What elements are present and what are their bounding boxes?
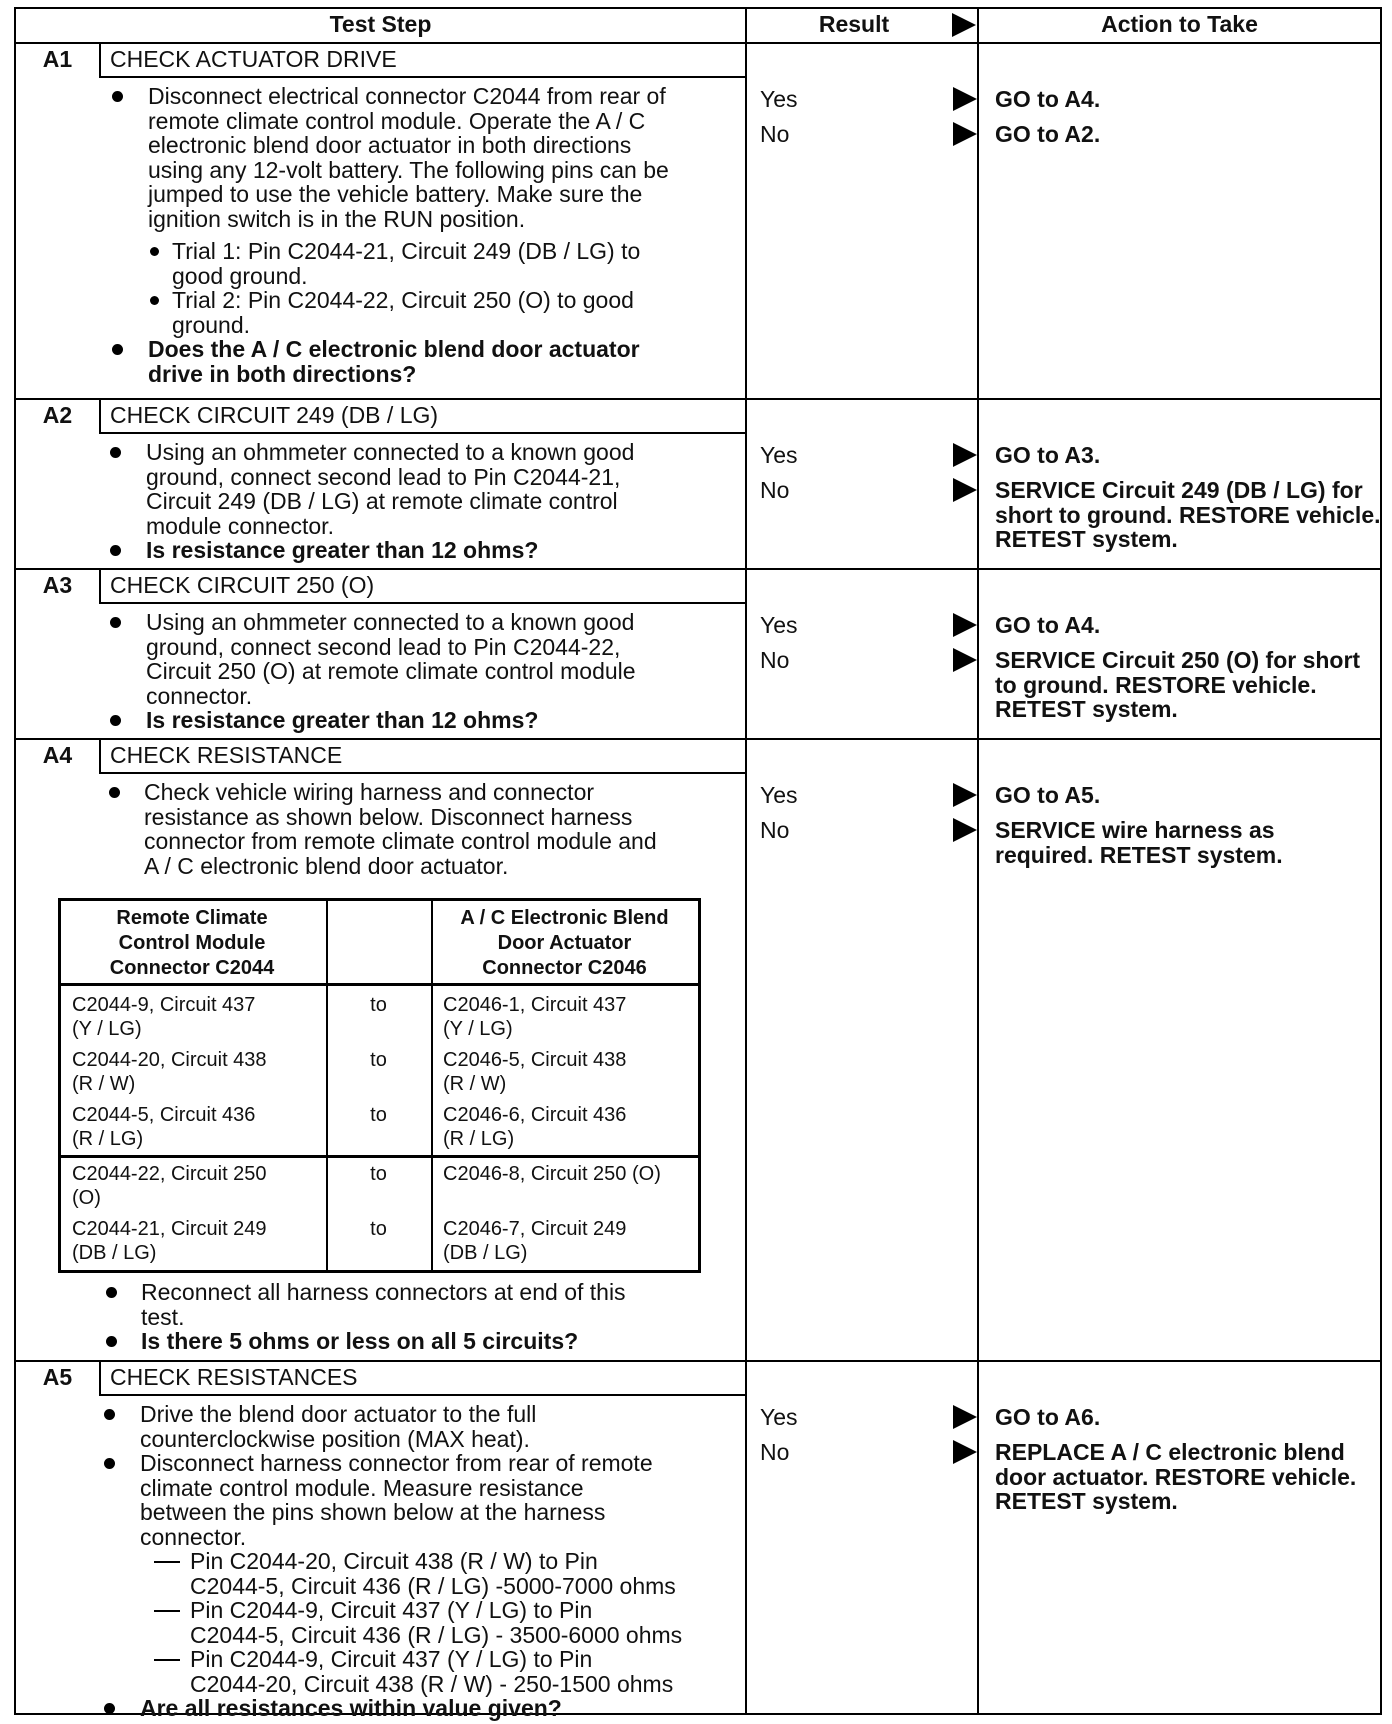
step-title: CHECK RESISTANCE [110,742,343,768]
step-id: A1 [42,46,73,72]
trial-text: Trial 1: Pin C2044-21, Circuit 249 (DB / LG) to [172,238,641,264]
inner-table-cell-right: (DB / LG) [443,1242,528,1264]
instruction-text: electronic blend door actuator in both directions [148,132,632,158]
instruction-text: ground, connect second lead to Pin C2044-21, [146,463,621,490]
action-no: RETEST system. [995,1488,1178,1514]
instruction-text: connector. [140,1523,247,1550]
action-yes: GO to A3. [995,442,1101,468]
step-id-divider [99,738,101,774]
inner-table-head-left: Connector C2044 [109,957,275,979]
step-id: A4 [42,742,73,768]
inner-table-cell-right: C2046-1, Circuit 437 [443,994,627,1016]
action-no: RETEST system. [995,696,1178,722]
step-id-divider [99,1360,101,1396]
instruction-text: between the pins shown below at the harness [140,1499,606,1525]
result-yes: Yes [760,442,798,468]
header-arrow-icon [952,13,976,37]
inner-table-cell-right: (Y / LG) [443,1018,513,1040]
action-no: SERVICE Circuit 249 (DB / LG) for [995,477,1363,503]
inner-table-head-right: Door Actuator [497,932,632,954]
bullet-icon [109,787,120,798]
result-no: No [760,121,790,147]
step-title-underline [99,76,745,78]
action-no: SERVICE Circuit 250 (O) for short [995,647,1361,673]
bullet-icon [104,1409,115,1420]
instruction-text: jumped to use the vehicle battery. Make sure the [148,181,643,207]
result-no: No [760,1439,790,1465]
table-border-right [1380,7,1382,1715]
inner-table-cell-right: C2046-8, Circuit 250 (O) [443,1163,661,1185]
step-title-underline [99,772,745,774]
instruction-text: test. [141,1303,185,1330]
bullet-icon [110,545,121,556]
measurement-text: Pin C2044-20, Circuit 438 (R / W) to Pin [190,1548,598,1574]
header-divider [14,42,1382,44]
inner-table-cell-right: (R / LG) [443,1128,515,1150]
trial-text: Trial 2: Pin C2044-22, Circuit 250 (O) to good [172,287,634,313]
bullet-icon [106,1287,117,1298]
instruction-text: Reconnect all harness connectors at end of this [141,1279,626,1305]
inner-table-head-right: A / C Electronic Blend [460,907,669,929]
result-arrow-icon [953,87,977,111]
inner-table-head-right: Connector C2046 [482,957,647,979]
bullet-icon [112,91,123,102]
sub-bullet-icon [150,247,159,256]
inner-table-cell-left: C2044-20, Circuit 438 [72,1049,267,1071]
inner-table-cell-left: C2044-21, Circuit 249 [72,1218,267,1240]
question-text: Are all resistances within value given? [140,1695,562,1721]
instruction-text: Using an ohmmeter connected to a known good [146,439,635,465]
question-text: Does the A / C electronic blend door actuator [148,336,640,362]
inner-table-border-bottom [58,1270,701,1273]
bullet-icon [110,715,121,726]
inner-table-cell-mid: to [370,1163,387,1185]
column-divider-1 [745,7,747,1715]
question-text: Is resistance greater than 12 ohms? [146,537,539,563]
inner-table-cell-left: (O) [72,1187,101,1209]
action-no: door actuator. RESTORE vehicle. [995,1463,1357,1490]
inner-table-group-divider [58,1155,698,1158]
header-result: Result [818,11,890,37]
instruction-text: Using an ohmmeter connected to a known good [146,609,635,635]
result-arrow-icon [953,443,977,467]
measurement-text: Pin C2044-9, Circuit 437 (Y / LG) to Pin [190,1597,593,1623]
inner-table-cell-mid: to [370,994,387,1016]
step-id: A2 [42,402,73,428]
step-title-underline [99,432,745,434]
step-id-divider [99,568,101,604]
measurement-text: Pin C2044-9, Circuit 437 (Y / LG) to Pin [190,1646,593,1672]
step-id-divider [99,42,101,78]
action-yes: GO to A4. [995,86,1101,112]
inner-table-head-left: Control Module [118,932,266,954]
result-no: No [760,817,790,843]
instruction-text: counterclockwise position (MAX heat). [140,1425,530,1452]
instruction-text: remote climate control module. Operate the A / C [148,107,646,134]
inner-table-cell-left: (R / LG) [72,1128,144,1150]
bullet-icon [106,1336,117,1347]
instruction-text: Disconnect harness connector from rear of remote [140,1450,653,1476]
instruction-text: ignition switch is in the RUN position. [148,205,526,232]
sub-bullet-icon [150,296,159,305]
inner-table-header-divider [58,983,698,986]
step-title: CHECK CIRCUIT 250 (O) [110,572,375,598]
inner-table-cell-left: (Y / LG) [72,1018,142,1040]
measurement-text: C2044-20, Circuit 438 (R / W) - 250-1500 ohms [190,1670,674,1697]
action-no: short to ground. RESTORE vehicle. [995,501,1381,528]
result-yes: Yes [760,782,798,808]
section-divider [14,568,1382,570]
result-yes: Yes [760,1404,798,1430]
action-no: GO to A2. [995,121,1101,147]
action-yes: GO to A5. [995,782,1101,808]
dash-icon [154,1561,180,1563]
inner-table-col-divider [326,898,328,1270]
step-title: CHECK ACTUATOR DRIVE [110,46,397,72]
inner-table-cell-mid: to [370,1218,387,1240]
inner-table-cell-left: C2044-5, Circuit 436 [72,1104,256,1126]
question-text: Is resistance greater than 12 ohms? [146,707,539,733]
instruction-text: module connector. [146,512,334,539]
section-divider [14,398,1382,400]
action-yes: GO to A6. [995,1404,1101,1430]
question-text: Is there 5 ohms or less on all 5 circuits? [141,1328,579,1354]
action-no: to ground. RESTORE vehicle. [995,671,1317,698]
section-divider [14,1360,1382,1362]
inner-table-cell-left: (DB / LG) [72,1242,157,1264]
result-arrow-icon [953,122,977,146]
instruction-text: Disconnect electrical connector C2044 from rear of [148,83,666,109]
action-no: RETEST system. [995,526,1178,552]
instruction-text: Circuit 249 (DB / LG) at remote climate control [146,488,618,514]
measurement-text: C2044-5, Circuit 436 (R / LG) -5000-7000 ohms [190,1572,676,1599]
step-title-underline [99,1394,745,1396]
action-no: REPLACE A / C electronic blend [995,1439,1345,1465]
inner-table-cell-mid: to [370,1049,387,1071]
instruction-text: climate control module. Measure resistance [140,1474,584,1501]
inner-table-cell-left: C2044-9, Circuit 437 [72,994,256,1016]
bullet-icon [110,447,121,458]
result-no: No [760,647,790,673]
instruction-text: Check vehicle wiring harness and connector [144,779,595,805]
table-border-top [14,7,1382,9]
result-no: No [760,477,790,503]
inner-table-cell-right: C2046-6, Circuit 436 [443,1104,627,1126]
step-id: A3 [42,572,73,598]
table-border-left [14,7,16,1715]
trial-text: good ground. [172,262,308,289]
instruction-text: connector. [146,682,253,709]
result-arrow-icon [953,478,977,502]
section-divider [14,738,1382,740]
instruction-text: connector from remote climate control module and [144,828,657,854]
step-id-divider [99,398,101,434]
step-id: A5 [42,1364,73,1390]
step-title: CHECK RESISTANCES [110,1364,358,1390]
result-arrow-icon [953,613,977,637]
header-test-step: Test Step [329,11,432,37]
dash-icon [154,1610,180,1612]
inner-table-border-top [58,898,698,901]
inner-table-head-left: Remote Climate [116,907,268,929]
instruction-text: ground, connect second lead to Pin C2044-22, [146,633,621,660]
header-action: Action to Take [1101,11,1258,37]
result-yes: Yes [760,612,798,638]
bullet-icon [110,617,121,628]
column-divider-2 [977,7,979,1715]
instruction-text: Drive the blend door actuator to the full [140,1401,537,1427]
trial-text: ground. [172,311,251,338]
step-title: CHECK CIRCUIT 249 (DB / LG) [110,402,439,428]
action-no: SERVICE wire harness as [995,817,1275,843]
inner-table-border-right [698,898,701,1270]
instruction-text: using any 12-volt battery. The following pins can be [148,156,669,183]
inner-table-cell-right: (R / W) [443,1073,507,1095]
question-text: drive in both directions? [148,360,417,387]
step-title-underline [99,602,745,604]
inner-table-cell-left: C2044-22, Circuit 250 [72,1163,267,1185]
instruction-text: A / C electronic blend door actuator. [144,852,509,879]
result-arrow-icon [953,1440,977,1464]
dash-icon [154,1659,180,1661]
inner-table-cell-right: C2046-7, Circuit 249 [443,1218,627,1240]
inner-table-cell-right: C2046-5, Circuit 438 [443,1049,627,1071]
measurement-text: C2044-5, Circuit 436 (R / LG) - 3500-6000 ohms [190,1621,683,1648]
instruction-text: Circuit 250 (O) at remote climate control module [146,658,636,684]
inner-table-cell-mid: to [370,1104,387,1126]
bullet-icon [112,344,123,355]
result-arrow-icon [953,783,977,807]
inner-table-cell-left: (R / W) [72,1073,136,1095]
result-arrow-icon [953,1405,977,1429]
action-yes: GO to A4. [995,612,1101,638]
result-arrow-icon [953,648,977,672]
action-no: required. RETEST system. [995,841,1283,868]
bullet-icon [104,1703,115,1714]
result-yes: Yes [760,86,798,112]
instruction-text: resistance as shown below. Disconnect harness [144,803,633,830]
bullet-icon [104,1458,115,1469]
result-arrow-icon [953,818,977,842]
